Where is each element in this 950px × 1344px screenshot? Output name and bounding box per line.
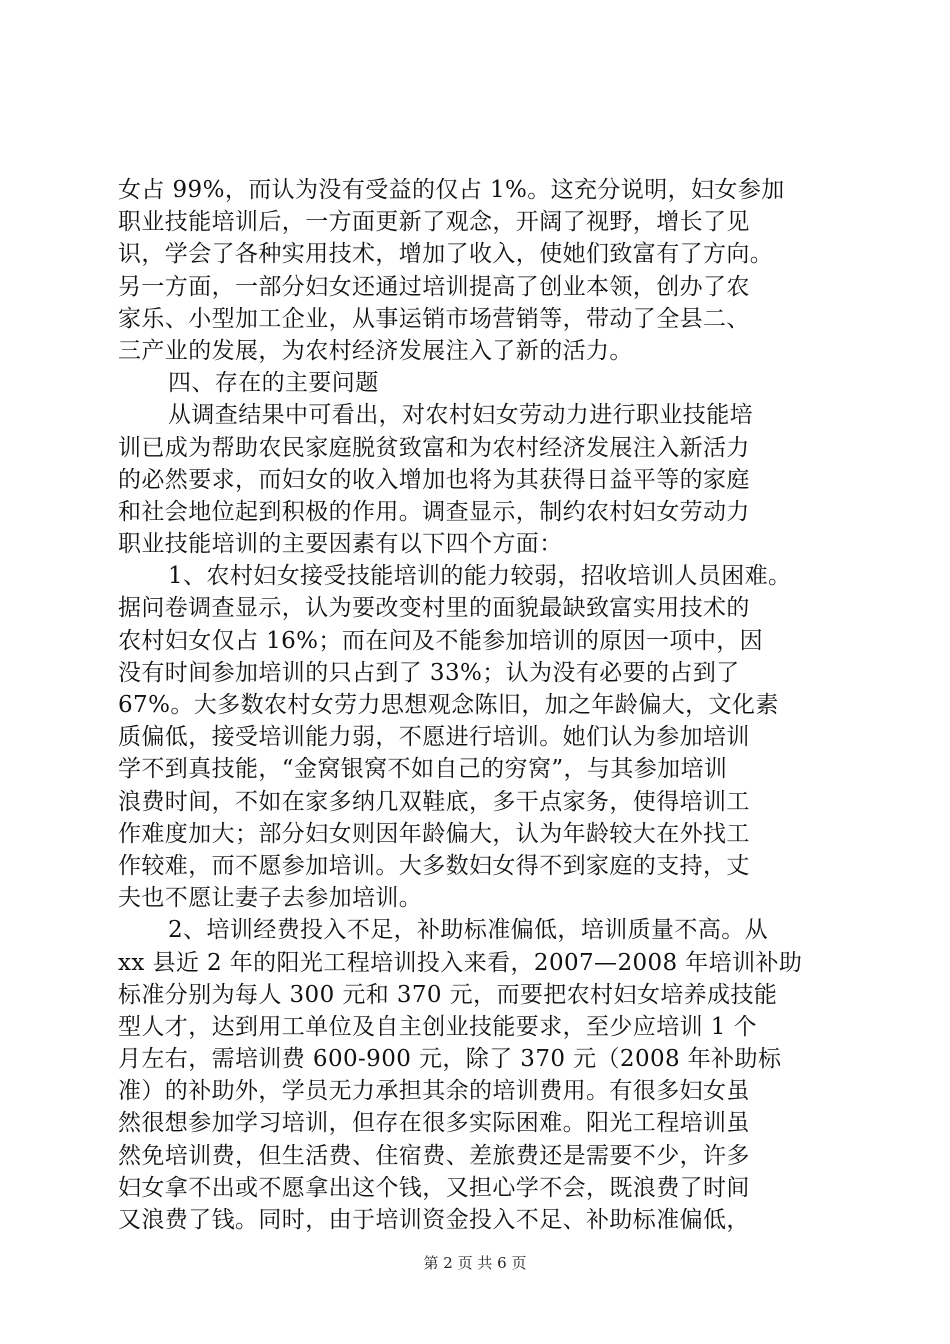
text-line: 训已成为帮助农民家庭脱贫致富和为农村经济发展注入新活力	[118, 434, 750, 461]
text-line: 月左右，需培训费 600-900 元，除了 370 元（2008 年补助标	[118, 1046, 782, 1073]
text-line: 质偏低，接受培训能力弱，不愿进行培训。她们认为参加培训	[118, 724, 750, 751]
text-line: 据问卷调查显示，认为要改变村里的面貌最缺致富实用技术的	[118, 595, 750, 622]
text-line: 职业技能培训后，一方面更新了观念，开阔了视野，增长了见	[118, 209, 750, 236]
text-line: 职业技能培训的主要因素有以下四个方面：	[118, 531, 563, 558]
text-line: 然免培训费，但生活费、住宿费、差旅费还是需要不少，许多	[118, 1142, 750, 1169]
text-line: 农村妇女仅占 16%；而在问及不能参加培训的原因一项中，因	[118, 627, 764, 654]
text-line: 作较难，而不愿参加培训。大多数妇女得不到家庭的支持，丈	[118, 852, 750, 879]
document-body	[118, 174, 834, 1236]
text-line: 标准分别为每人 300 元和 370 元，而要把农村妇女培养成技能	[118, 981, 778, 1008]
text-line: 家乐、小型加工企业，从事运销市场营销等，带动了全县二、	[118, 305, 750, 332]
text-line: 从调查结果中可看出，对农村妇女劳动力进行职业技能培	[168, 402, 753, 429]
text-line: 然很想参加学习培训，但存在很多实际困难。阳光工程培训虽	[118, 1110, 750, 1137]
page-footer: 第 2 页 共 6 页	[423, 1254, 527, 1272]
text-line: 作难度加大；部分妇女则因年龄偏大，认为年龄较大在外找工	[118, 820, 750, 847]
text-line: 和社会地位起到积极的作用。调查显示，制约农村妇女劳动力	[118, 498, 750, 525]
text-line: 准）的补助外，学员无力承担其余的培训费用。有很多妇女虽	[118, 1078, 750, 1105]
text-line: 夫也不愿让妻子去参加培训。	[118, 885, 423, 912]
text-line: 识，学会了各种实用技术，增加了收入，使她们致富有了方向。	[118, 241, 774, 268]
text-line: 三产业的发展，为农村经济发展注入了新的活力。	[118, 337, 633, 364]
text-line: 的必然要求，而妇女的收入增加也将为其获得日益平等的家庭	[118, 466, 750, 493]
text-line: 又浪费了钱。同时，由于培训资金投入不足、补助标准偏低，	[118, 1207, 750, 1233]
text-line: 型人才，达到用工单位及自主创业技能要求，至少应培训 1 个	[118, 1013, 757, 1040]
text-line: 浪费时间，不如在家多纳几双鞋底，多干点家务，使得培训工	[118, 788, 750, 815]
text-line: 没有时间参加培训的只占到了 33%；认为没有必要的占到了	[118, 659, 740, 686]
text-line: 2、培训经费投入不足，补助标准偏低，培训质量不高。从	[168, 917, 769, 944]
text-line: 妇女拿不出或不愿拿出这个钱，又担心学不会，既浪费了时间	[118, 1174, 750, 1201]
text-line: 另一方面，一部分妇女还通过培训提高了创业本领，创办了农	[118, 273, 750, 300]
text-line: 四、存在的主要问题	[168, 370, 379, 397]
text-line: xx 县近 2 年的阳光工程培训投入来看，2007—2008 年培训补助	[118, 949, 803, 976]
text-line: 67%。大多数农村女劳力思想观念陈旧，加之年龄偏大，文化素	[118, 692, 779, 718]
text-line: 学不到真技能，“金窝银窝不如自己的穷窝”，与其参加培训	[118, 756, 728, 783]
text-line: 1、农村妇女接受技能培训的能力较弱，招收培训人员困难。	[168, 563, 792, 590]
text-line: 女占 99%，而认为没有受益的仅占 1%。这充分说明，妇女参加	[118, 177, 785, 203]
